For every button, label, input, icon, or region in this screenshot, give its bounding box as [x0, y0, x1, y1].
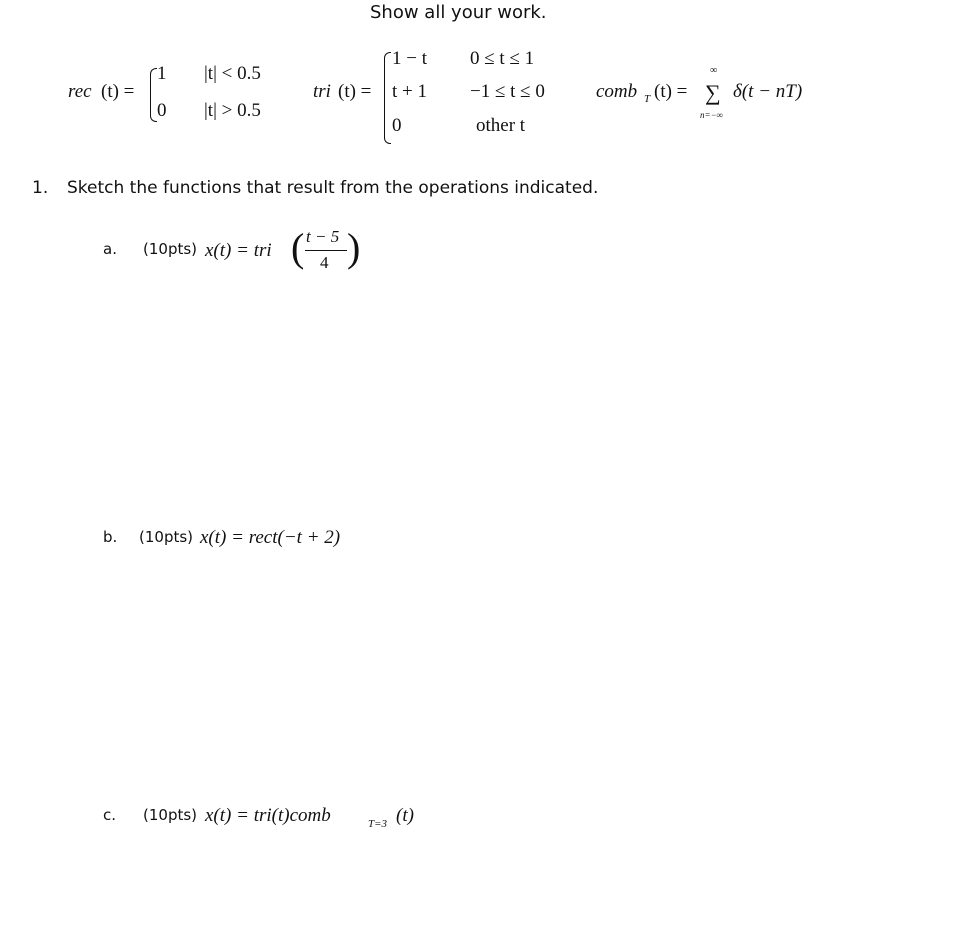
rect-case2-cond: |t| > 0.5 [204, 100, 261, 121]
page-title: Show all your work. [370, 2, 547, 23]
part-b-expr: x(t) = rect(−t + 2) [200, 527, 341, 548]
part-a-frac-num: t − 5 [306, 227, 340, 246]
part-a-frac-bar [305, 250, 347, 251]
rect-case2-value: 0 [157, 100, 167, 121]
tri-case1-cond: 0 ≤ t ≤ 1 [470, 48, 535, 69]
rect-brace [150, 68, 157, 122]
tri-lhs-name: tri [313, 81, 331, 102]
tri-case3-cond: other t [476, 115, 526, 136]
comb-sum-upper: ∞ [710, 65, 718, 76]
tri-case1-value: 1 − t [392, 48, 427, 69]
tri-case3-value: 0 [392, 115, 402, 136]
part-c-expr-sub: T=3 [368, 818, 388, 830]
rect-case1-cond: |t| < 0.5 [204, 63, 261, 84]
part-a-open-paren: ( [291, 225, 305, 270]
part-a-points: (10pts) [143, 240, 198, 258]
part-b-points: (10pts) [139, 528, 194, 546]
part-a-lhs: x(t) = tri [205, 240, 272, 261]
part-c-points: (10pts) [143, 806, 198, 824]
part-a-label: a. [103, 240, 117, 258]
problem-text: Sketch the functions that result from the operations indicated. [67, 178, 599, 198]
comb-lhs-arg: (t) = [654, 81, 688, 102]
part-c-label: c. [103, 806, 117, 824]
tri-case2-cond: −1 ≤ t ≤ 0 [470, 81, 545, 102]
rect-lhs-arg: (t) = [101, 81, 135, 102]
comb-lhs-sub: T [644, 93, 651, 105]
part-c-expr-pre: x(t) = tri(t)comb [205, 805, 331, 826]
rect-case1-value: 1 [157, 63, 167, 84]
tri-brace [384, 52, 391, 144]
comb-sum-lower: n=−∞ [700, 110, 724, 120]
part-a-close-paren: ) [347, 225, 361, 270]
rect-lhs-name: rec [68, 81, 92, 102]
part-b-label: b. [103, 528, 118, 546]
comb-sum-symbol: ∑ [705, 80, 721, 105]
problem-number: 1. [32, 178, 49, 198]
comb-summand: δ(t − nT) [733, 81, 803, 102]
comb-lhs-name: comb [596, 81, 638, 102]
part-c-expr-post: (t) [396, 805, 414, 826]
tri-case2-value: t + 1 [392, 81, 427, 102]
tri-lhs-arg: (t) = [338, 81, 372, 102]
part-a-frac-den: 4 [320, 253, 329, 272]
